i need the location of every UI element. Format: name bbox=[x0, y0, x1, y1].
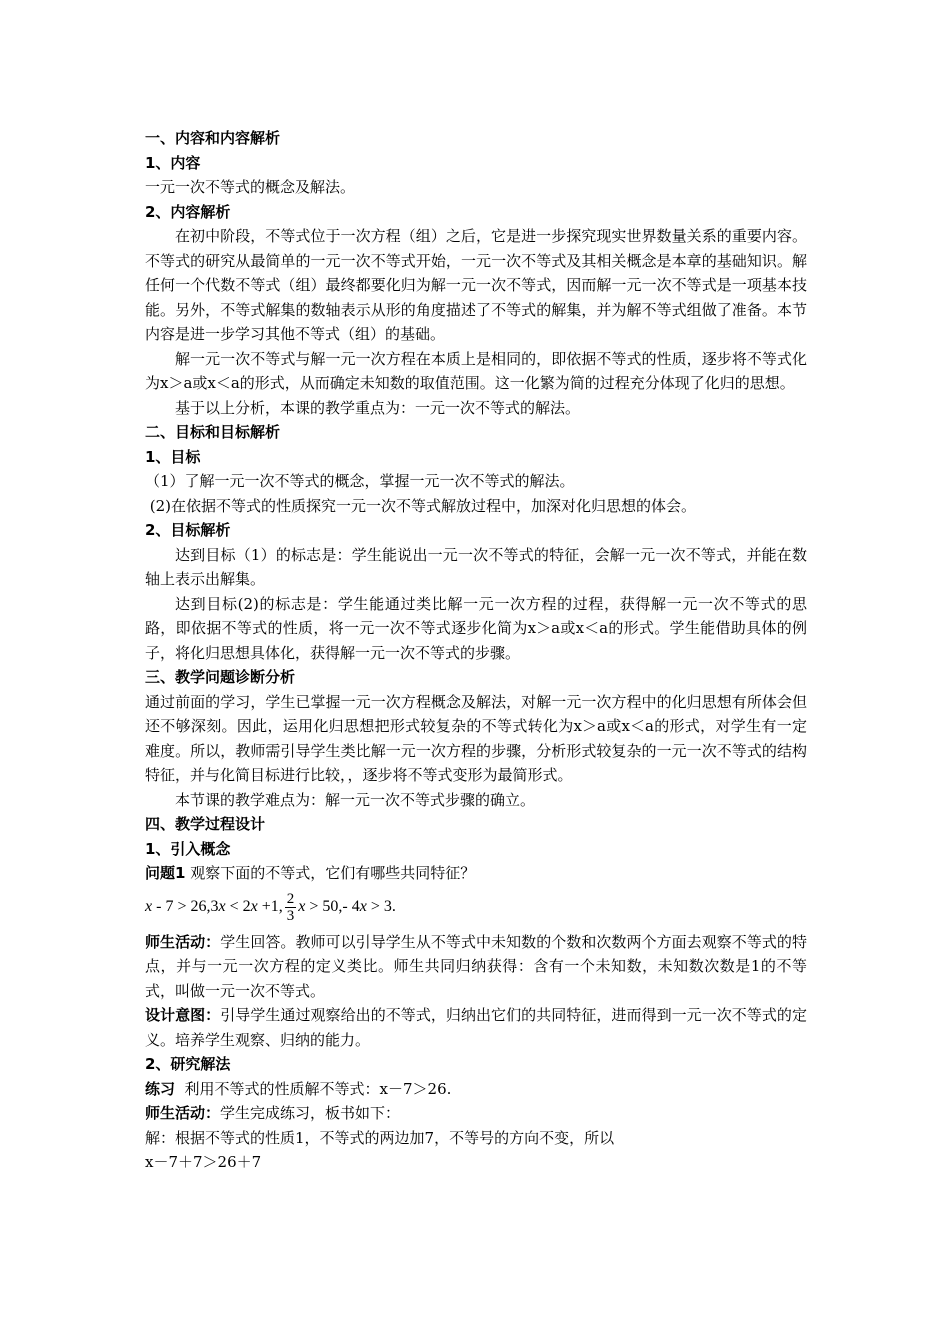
question-1-text: 观察下面的不等式，它们有哪些共同特征？ bbox=[185, 864, 476, 882]
section-2-1-heading: 1、目标 bbox=[145, 447, 201, 466]
section-3-title: 三、教学问题诊断分析 bbox=[145, 668, 296, 686]
activity-1 bbox=[145, 930, 807, 1004]
document-page bbox=[145, 126, 807, 1175]
activity-2-text: 学生完成练习，板书如下： bbox=[220, 1104, 401, 1122]
content-analysis-paragraph-2: 解一元一次不等式与解一元一次方程在本质上是相同的，即依据不等式的性质，逐步将不等式化为x＞a或x＜a的形式，从而确定未知数的取值范围。这一化繁为简的过程充分体现了化归的思想。 bbox=[145, 349, 807, 392]
section-1-2-heading: 2、内容解析 bbox=[145, 202, 231, 221]
inequalities-formula bbox=[145, 886, 807, 930]
section-4-2-heading: 2、研究解法 bbox=[145, 1055, 231, 1073]
math-var: x bbox=[218, 898, 226, 916]
exercise bbox=[145, 1077, 807, 1102]
math-var: x bbox=[145, 898, 153, 916]
math-var: x bbox=[359, 898, 367, 916]
goal-analysis-paragraph-1: 达到目标（1）的标志是：学生能说出一元一次不等式的特征，会解一元一次不等式，并能在数轴上表示出解集。 bbox=[145, 545, 807, 588]
section-4-1-heading: 1、引入概念 bbox=[145, 839, 231, 858]
activity-2 bbox=[145, 1101, 807, 1126]
design-intent-text: 引导学生通过观察给出的不等式，归纳出它们的共同特征，进而得到一元一次不等式的定义。培养学生观察、归纳的能力。 bbox=[145, 1006, 807, 1049]
section-2-title: 二、目标和目标解析 bbox=[145, 423, 281, 441]
math-part: +1, bbox=[257, 898, 283, 916]
exercise-label: 练习 bbox=[145, 1079, 176, 1098]
goal-analysis-paragraph-2: 达到目标(2)的标志是：学生能通过类比解一元一次方程的过程，获得解一元一次不等式的思路，即依据不等式的性质，将一元一次不等式逐步化简为x＞a或x＜a的形式。学生能借助具体的例子，将化归思想具体化，获得解一元一次不等式的步骤。 bbox=[145, 594, 807, 662]
diagnosis-paragraph: 通过前面的学习，学生已掌握一元一次方程概念及解法，对解一元一次方程中的化归思想有所体会但还不够深刻。因此，运用化归思想把形式较复杂的不等式转化为x＞a或x＜a的形式，对学生有一定难度。所以，教师需引导学生类比解一元一次方程的步骤，分析形式较复杂的一元一次不等式的结构特征，并与化简目标进行比较，，逐步将不等式变形为最简形式。 bbox=[145, 692, 807, 784]
fraction-denominator: 3 bbox=[286, 908, 295, 924]
exercise-text: 利用不等式的性质解不等式：x－7＞26. bbox=[175, 1079, 452, 1098]
activity-1-text: 学生回答。教师可以引导学生从不等式中未知数的个数和次数两个方面去观察不等式的特点，并与一元一次方程的定义类比。师生共同归纳获得：含有一个未知数，未知数次数是1的不等式，叫做一元一次不等式。 bbox=[145, 932, 807, 1000]
content-analysis-paragraph-1: 在初中阶段，不等式位于一次方程（组）之后，它是进一步探究现实世界数量关系的重要内容。不等式的研究从最简单的一元一次不等式开始，一元一次不等式及其相关概念是本章的基础知识。解任何一个代数不等式（组）最终都要化归为解一元一次不等式，因而解一元一次不等式是一项基本技能。另外，不等式解集的数轴表示从形的角度描述了不等式的解集，并为解不等式组做了准备。本节内容是进一步学习其他不等式（组）的基础。 bbox=[145, 227, 807, 343]
math-var: x bbox=[298, 898, 306, 916]
math-part: - 7 > 26,3 bbox=[152, 898, 219, 916]
math-part: > 50,- 4 bbox=[305, 898, 360, 916]
goal-2: (2)在依据不等式的性质探究一元一次不等式解放过程中，加深对化归思想的体会。 bbox=[145, 496, 697, 515]
section-1-1-heading: 1、内容 bbox=[145, 153, 201, 172]
goal-1: （1）了解一元一次不等式的概念，掌握一元一次不等式的解法。 bbox=[145, 472, 575, 490]
teaching-focus: 基于以上分析，本课的教学重点为：一元一次不等式的解法。 bbox=[175, 398, 581, 417]
fraction-numerator: 2 bbox=[286, 891, 295, 907]
fraction bbox=[285, 891, 297, 924]
design-intent bbox=[145, 1003, 807, 1052]
content-text: 一元一次不等式的概念及解法。 bbox=[145, 178, 356, 196]
math-part: > 3. bbox=[366, 898, 396, 916]
section-2-2-heading: 2、目标解析 bbox=[145, 521, 231, 539]
solution-step: x－7＋7＞26＋7 bbox=[145, 1153, 262, 1171]
section-4-title: 四、教学过程设计 bbox=[145, 815, 266, 833]
math-part: < 2 bbox=[225, 898, 251, 916]
solution-text: 解：根据不等式的性质1，不等式的两边加7，不等号的方向不变，所以 bbox=[145, 1128, 615, 1147]
design-intent-label: 设计意图： bbox=[145, 1006, 221, 1024]
teaching-difficulty: 本节课的教学难点为：解一元一次不等式步骤的确立。 bbox=[175, 790, 536, 809]
activity-1-label: 师生活动： bbox=[145, 932, 221, 951]
question-1 bbox=[145, 861, 807, 886]
math-var: x bbox=[250, 898, 258, 916]
section-1-title: 一、内容和内容解析 bbox=[145, 129, 281, 147]
activity-2-label: 师生活动： bbox=[145, 1104, 221, 1122]
question-1-label: 问题1 bbox=[145, 864, 186, 882]
